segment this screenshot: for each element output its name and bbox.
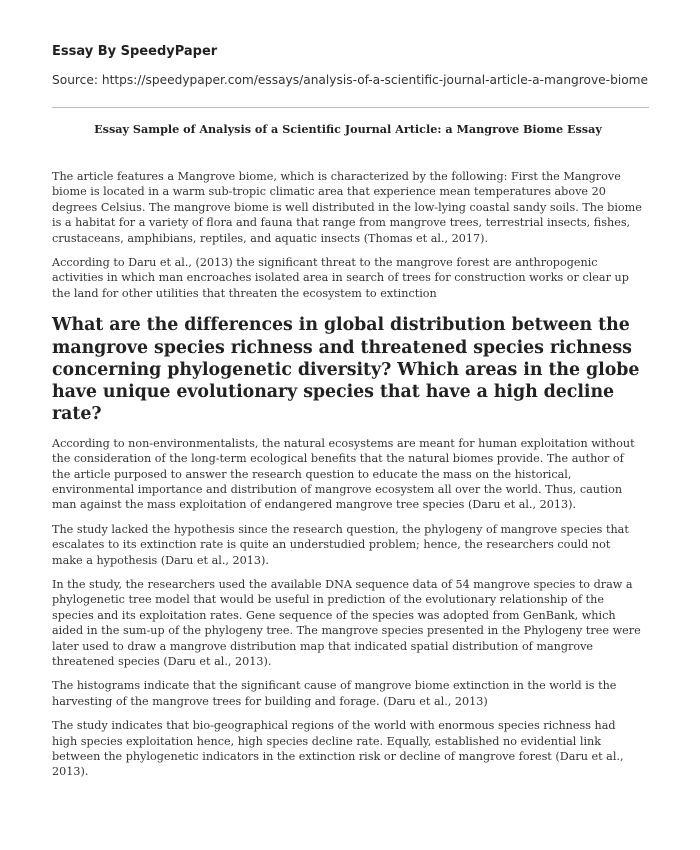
main-paragraph-3: In the study, the researchers used the available DNA sequence data of 54 mangrove species to draw a phylogenetic tree model that would be useful in prediction of the evolutionary relationship of the species and its exploitation rates. Gene sequence of the species was adopted from GenBank, which aided in the sum-up of the phylogeny tree. The mangrove species presented in the Phylogeny tree were later used to draw a mangrove distribution map that indicated spatial distribution of mangrove threatened species (Daru et al., 2013). [52,577,641,669]
section-heading: What are the differences in global distribution between the mangrove species richness and threatened species richness concerning phylogenetic diversity? Which areas in the globe have unique evolutionary species that have a high decline rate? [52,315,640,425]
header-divider [52,107,649,108]
source-line: Source: https://speedypaper.com/essays/analysis-of-a-scientific-journal-article-a-mangrove-biome [52,73,649,87]
intro-paragraph-2: According to Daru et al., (2013) the significant threat to the mangrove forest are anthropogenic activities in which man encroaches isolated area in search of trees for construction works or clear up the land for other utilities that threaten the ecosystem to extinction [52,256,629,300]
main-paragraph-5: The study indicates that bio-geographical regions of the world with enormous species richness had high species exploitation hence, high species decline rate. Equally, established no evidential link between the phylogenetic indicators in the extinction risk or decline of mangrove forest (Daru et al., 2013). [52,719,624,779]
main-paragraph-2: The study lacked the hypothesis since the research question, the phylogeny of mangrove species that escalates to its extinction rate is quite an understudied problem; hence, the researchers could not make a hypothesis (Daru et al., 2013). [52,522,629,567]
essay-title: Essay Sample of Analysis of a Scientific Journal Article: a Mangrove Biome Essay [94,122,602,136]
site-brand: Essay By SpeedyPaper [52,44,218,59]
main-paragraph-1: According to non-environmentalists, the natural ecosystems are meant for human exploitation without the consideration of the long-term ecological benefits that the natural biomes provide. The author of the article purposed to answer the research question to educate the mass on the historical, environmental importance and distribution of mangrove ecosystem all over the world. Thus, caution man against the mass exploitation of endangered mangrove tree species (Daru et al., 2013). [52,436,635,512]
main-paragraph-4: The histograms indicate that the significant cause of mangrove biome extinction in the world is the harvesting of the mangrove trees for building and forage. (Daru et al., 2013) [52,679,617,708]
intro-paragraph-1: The article features a Mangrove biome, which is characterized by the following: First the Mangrove biome is located in a warm sub-tropic climatic area that experience mean temperatures above 20 degrees Celsius. The mangrove biome is well distributed in the low-lying coastal sandy soils. The biome is a habitat for a variety of flora and fauna that range from mangrove trees, terrestrial insects, fishes, crustaceans, amphibians, reptiles, and aquatic insects (Thomas et al., 2017). [52,170,642,245]
